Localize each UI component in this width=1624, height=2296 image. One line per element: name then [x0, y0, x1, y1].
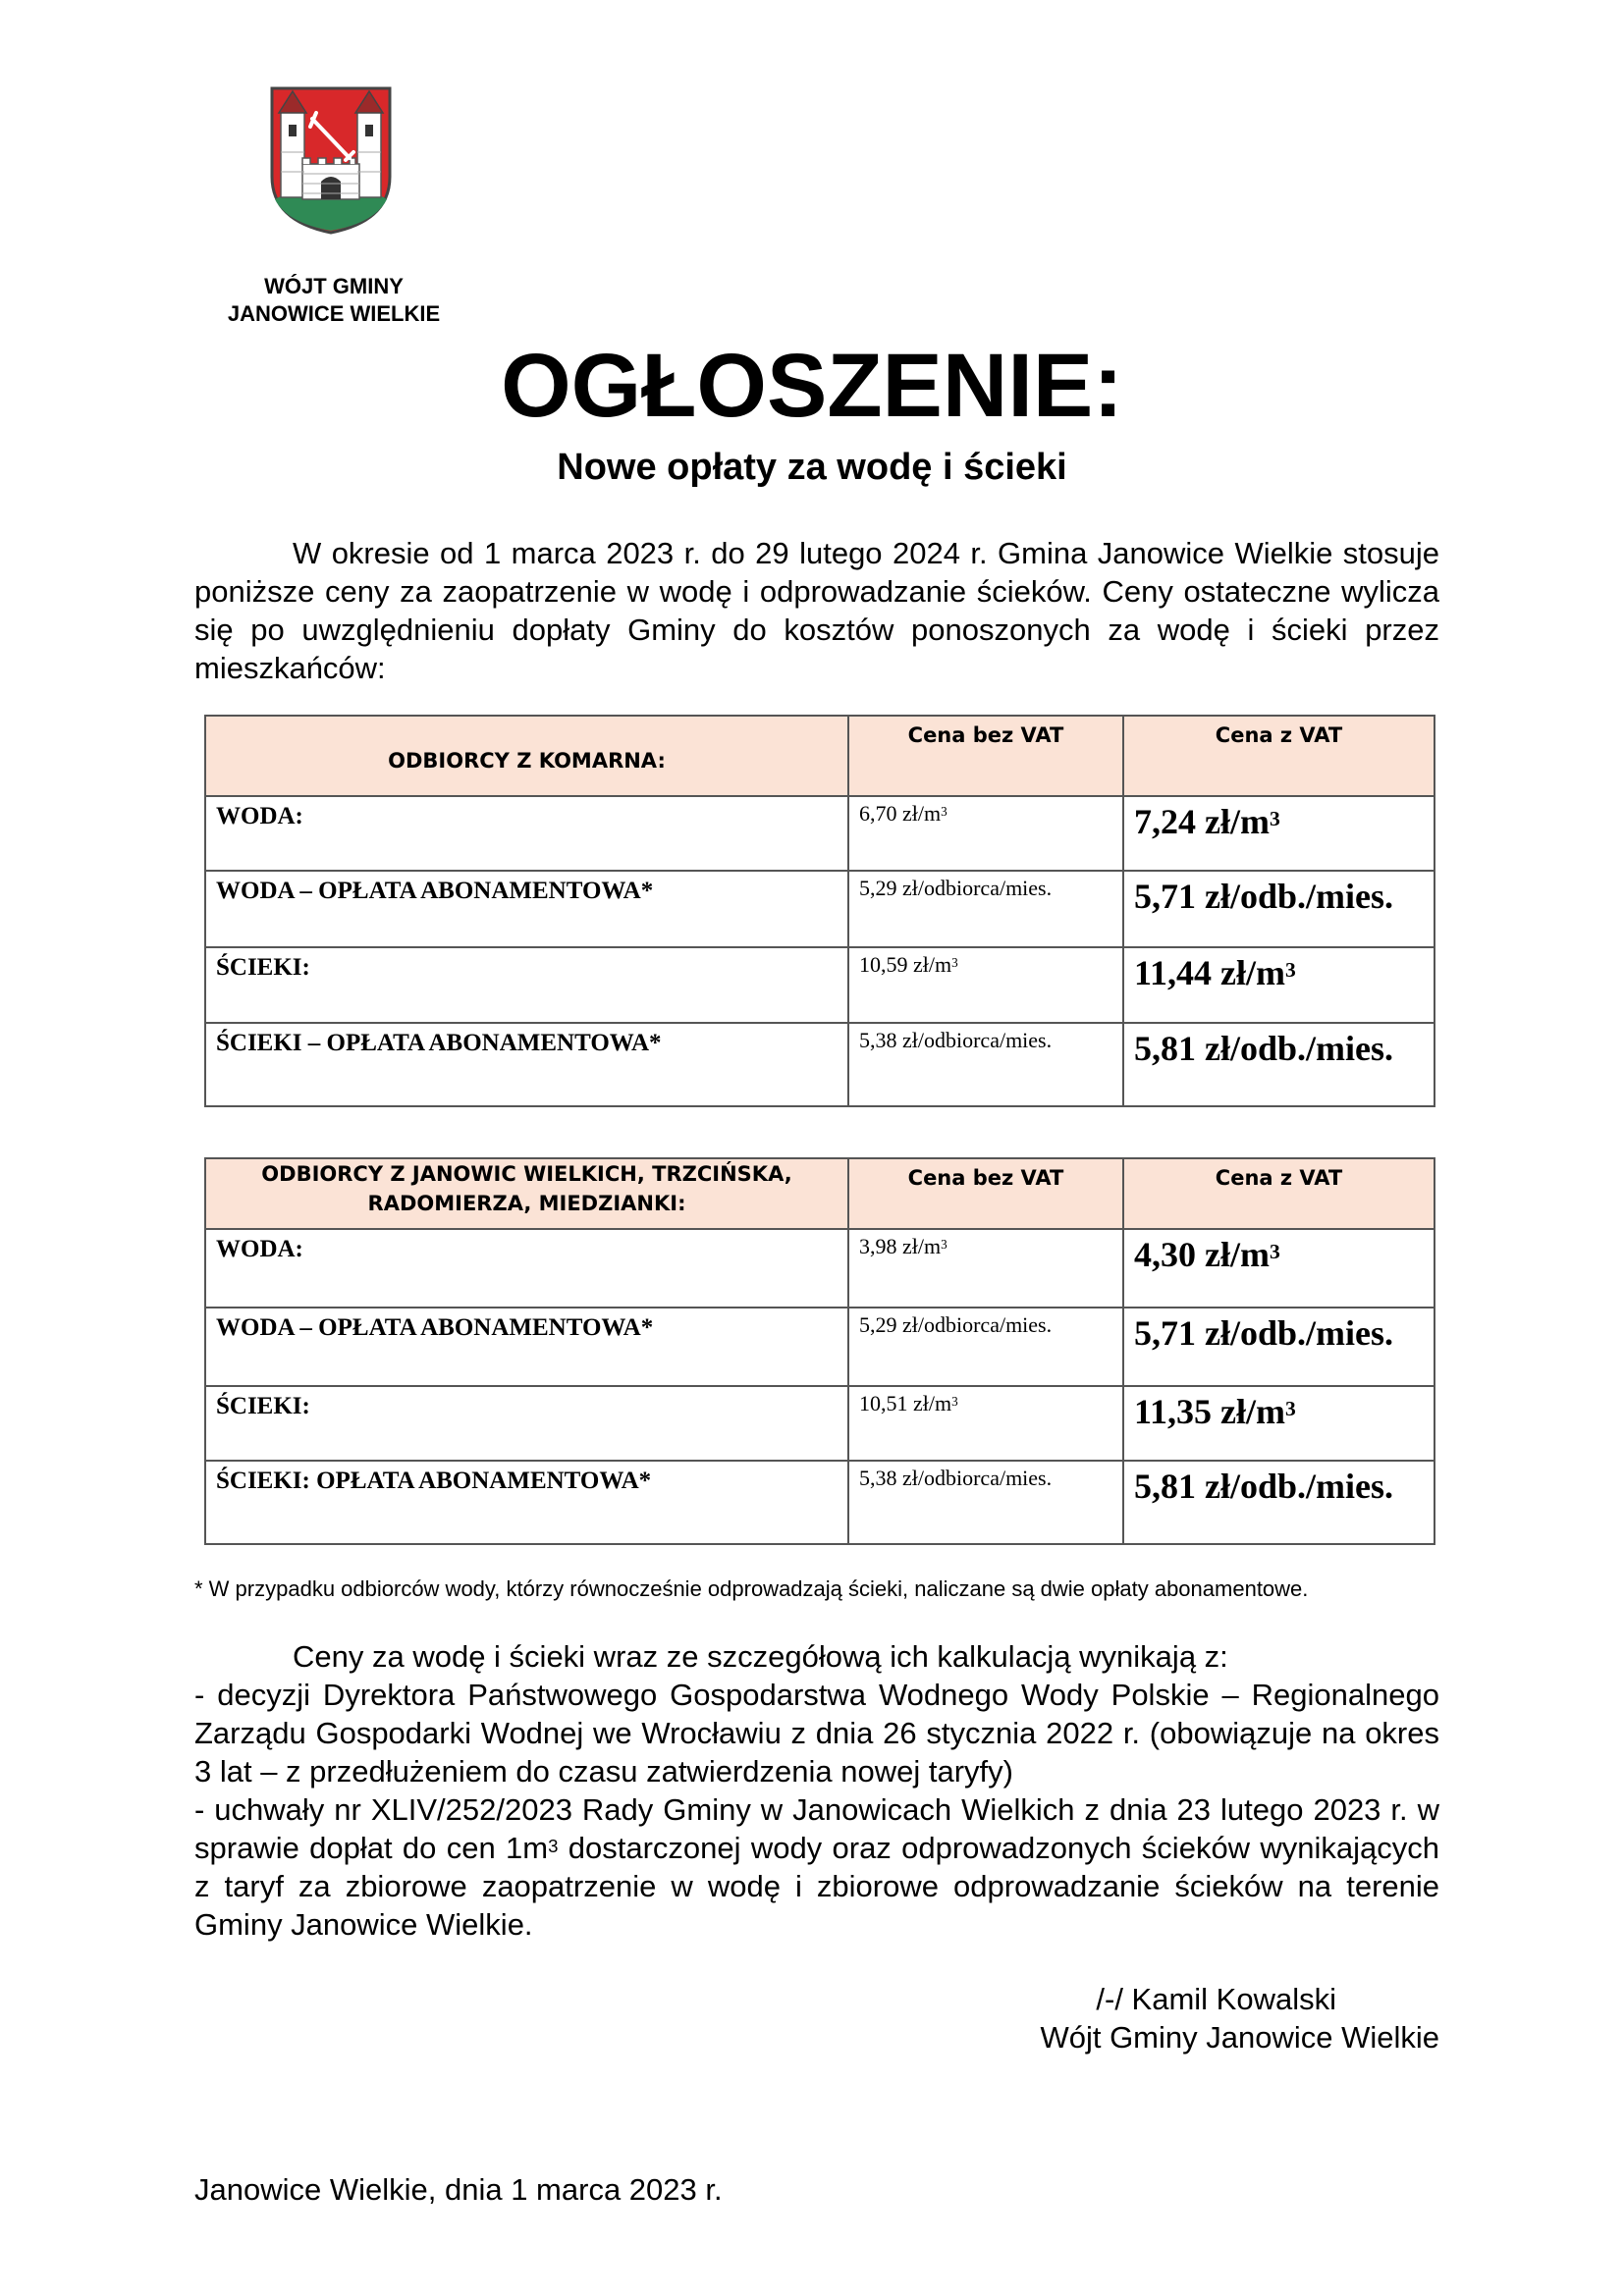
gross-price-header: Cena z VAT	[1123, 716, 1435, 796]
coat-of-arms-logo	[267, 83, 395, 236]
page-subtitle: Nowe opłaty za wodę i ścieki	[557, 447, 1067, 488]
table-header-row	[205, 1158, 1435, 1229]
table-row	[205, 1023, 1435, 1106]
table-row	[205, 1229, 1435, 1308]
gross-price-header: Cena z VAT	[1123, 1158, 1435, 1229]
gross-price-cell: 11,35 $zł/m^3$	[1123, 1386, 1435, 1461]
issuer-line-2: JANOWICE WIELKIE	[227, 301, 441, 326]
gross-price-cell: 5,81 zł/odb./mies.	[1123, 1461, 1435, 1544]
table-row	[205, 1386, 1435, 1461]
sources-item-2: - uchwały nr XLIV/252/2023 Rady Gminy w Janowicach Wielkich z dnia 23 lutego 2023 r. w sprawie dopłat do cen $1m^3$ dostarczonej wody oraz odprowadzonych ścieków wynikających z taryf za zbiorowe zaopatrzenie w wodę i zbiorowe odprowadzanie ścieków na terenie Gminy Janowice Wielkie.	[194, 1792, 1440, 1942]
sources-item-1: - decyzji Dyrektora Państwowego Gospodarstwa Wodnego Wody Polskie – Regionalnego Zarządu Gospodarki Wodnej we Wrocławiu z dnia 26 stycznia 2022 r. (obowiązuje na okres 3 lat – z przedłużeniem do czasu zatwierdzenia nowej taryfy)	[194, 1678, 1439, 1789]
net-price-cell: 5,38 zł/odbiorca/mies.	[848, 1461, 1123, 1544]
signature-role: Wójt Gminy Janowice Wielkie	[1040, 2020, 1439, 2055]
price-table-komarno	[204, 715, 1435, 1107]
intro-paragraph	[194, 534, 1439, 687]
signature-name: /-/ Kamil Kowalski	[1096, 1982, 1336, 2016]
category-cell: WODA – OPŁATA ABONAMENTOWA*	[205, 1308, 848, 1386]
footnote: * W przypadku odbiorców wody, którzy równocześnie odprowadzają ścieki, naliczane są dwie opłaty abonamentowe.	[194, 1576, 1309, 1601]
gross-price-cell: 4,30 $zł/m^3$	[1123, 1229, 1435, 1308]
signature-block	[884, 1980, 1439, 2056]
net-price-cell: 10,59 $zł/m^3$	[848, 947, 1123, 1023]
table-row	[205, 871, 1435, 947]
category-cell: ŚCIEKI:	[205, 947, 848, 1023]
group-header-line-2: RADOMIERZA, MIEDZIANKI:	[367, 1192, 686, 1215]
page-title: OGŁOSZENIE:	[501, 336, 1123, 436]
net-price-cell: 5,29 zł/odbiorca/mies.	[848, 1308, 1123, 1386]
gross-price-cell: 7,24 $zł/m^3$	[1123, 796, 1435, 871]
category-cell: ŚCIEKI:	[205, 1386, 848, 1461]
net-price-header: Cena bez VAT	[848, 716, 1123, 796]
table-row	[205, 947, 1435, 1023]
net-price-cell: 10,51 $zł/m^3$	[848, 1386, 1123, 1461]
table-row	[205, 1461, 1435, 1544]
gross-price-cell: 5,71 zł/odb./mies.	[1123, 871, 1435, 947]
net-price-cell: 3,98 $zł/m^3$	[848, 1229, 1123, 1308]
place-and-date: Janowice Wielkie, dnia 1 marca 2023 r.	[194, 2172, 723, 2207]
category-cell: ŚCIEKI: OPŁATA ABONAMENTOWA*	[205, 1461, 848, 1544]
price-table-janowice	[204, 1157, 1435, 1545]
sources-section	[194, 1637, 1439, 1944]
net-price-cell: 5,38 zł/odbiorca/mies.	[848, 1023, 1123, 1106]
issuer-line-1: WÓJT GMINY	[264, 274, 404, 298]
gross-price-cell: 11,44 $zł/m^3$	[1123, 947, 1435, 1023]
gross-price-cell: 5,81 zł/odb./mies.	[1123, 1023, 1435, 1106]
table-row	[205, 1308, 1435, 1386]
group-header-line-1: ODBIORCY Z JANOWIC WIELKICH, TRZCIŃSKA,	[261, 1162, 792, 1186]
net-price-cell: 6,70 $zł/m^3$	[848, 796, 1123, 871]
sources-lead: Ceny za wodę i ścieki wraz ze szczegółową ich kalkulacją wynikają z:	[293, 1639, 1228, 1674]
group-header: ODBIORCY Z KOMARNA:	[205, 716, 848, 796]
gross-price-cell: 5,71 zł/odb./mies.	[1123, 1308, 1435, 1386]
table-header-row	[205, 716, 1435, 796]
category-cell: ŚCIEKI – OPŁATA ABONAMENTOWA*	[205, 1023, 848, 1106]
category-cell: WODA:	[205, 1229, 848, 1308]
table-row	[205, 796, 1435, 871]
intro-text: W okresie od 1 marca 2023 r. do 29 lutego 2024 r. Gmina Janowice Wielkie stosuje poniższe ceny za zaopatrzenie w wodę i odprowadzanie ścieków. Ceny ostateczne wylicza się po uwzględnieniu dopłaty Gminy do kosztów ponoszonych za wodę i ścieki przez mieszkańców:	[194, 536, 1439, 685]
category-cell: WODA:	[205, 796, 848, 871]
group-header	[205, 1158, 848, 1229]
category-cell: WODA – OPŁATA ABONAMENTOWA*	[205, 871, 848, 947]
net-price-header: Cena bez VAT	[848, 1158, 1123, 1229]
issuer-block	[187, 273, 481, 328]
net-price-cell: 5,29 zł/odbiorca/mies.	[848, 871, 1123, 947]
